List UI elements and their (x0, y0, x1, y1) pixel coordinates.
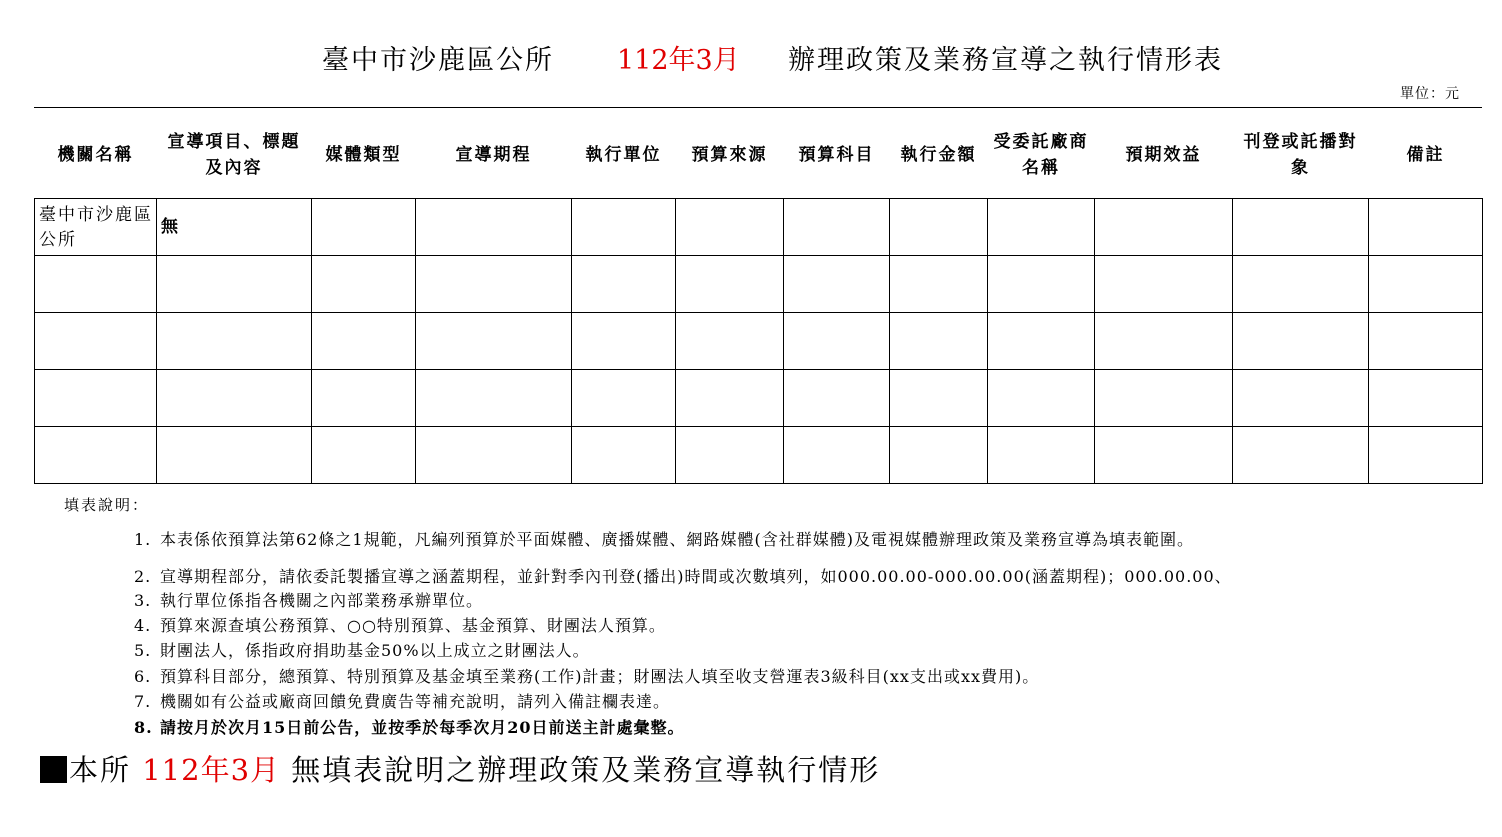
table-cell (1095, 313, 1233, 370)
table-cell (312, 427, 416, 484)
table-cell (1233, 313, 1369, 370)
note-item (134, 564, 1232, 587)
note-item (134, 613, 666, 636)
note-text: 財團法人，係指政府捐助基金50%以上成立之財團法人。 (160, 641, 590, 660)
table-cell (416, 313, 572, 370)
note-item (134, 689, 670, 712)
table-row (35, 427, 1483, 484)
table-cell (676, 427, 784, 484)
document-title (0, 38, 1502, 78)
note-text: 預算來源查填公務預算、○○特別預算、基金預算、財團法人預算。 (160, 616, 666, 635)
title-organization: 臺中市沙鹿區公所 (322, 45, 554, 76)
table-cell (890, 313, 988, 370)
table-cell (890, 370, 988, 427)
table-cell (157, 313, 312, 370)
table-cell (988, 427, 1095, 484)
table-cell (988, 370, 1095, 427)
table-cell (1095, 256, 1233, 313)
header-divider (34, 107, 1482, 108)
table-cell (890, 427, 988, 484)
note-number: 5. (134, 641, 152, 660)
table-cell (312, 370, 416, 427)
header-expected-benefit: 預期效益 (1125, 145, 1202, 165)
table-header-row (35, 112, 1483, 199)
title-form-name: 辦理政策及業務宣導之執行情形表 (788, 45, 1223, 76)
table-cell (1095, 427, 1233, 484)
table-cell (1369, 313, 1483, 370)
table-cell: 臺中市沙鹿區公所 (35, 199, 157, 256)
header-media-type: 媒體類型 (325, 145, 402, 165)
table-cell (988, 199, 1095, 256)
unit-label: 單位：元 (1400, 86, 1460, 102)
note-item (134, 527, 1194, 550)
table-cell (312, 313, 416, 370)
table-cell (1369, 256, 1483, 313)
table-cell (35, 313, 157, 370)
header-remarks: 備註 (1406, 145, 1445, 165)
summary-date: 112年3月 (142, 753, 281, 787)
table-cell (1233, 199, 1369, 256)
note-number: 3. (134, 591, 152, 610)
note-text: 執行單位係指各機關之內部業務承辦單位。 (160, 591, 484, 610)
table-cell (35, 427, 157, 484)
table-cell (312, 199, 416, 256)
summary-text: 無填表說明之辦理政策及業務宣導執行情形 (291, 753, 881, 787)
table-cell (572, 199, 676, 256)
table-cell (784, 313, 890, 370)
header-agency-name: 機關名稱 (57, 145, 134, 165)
table-cell (890, 256, 988, 313)
black-square-icon (40, 756, 67, 783)
note-number: 8. (134, 718, 153, 737)
table-cell (988, 313, 1095, 370)
note-text: 本表係依預算法第62條之1規範，凡編列預算於平面媒體、廣播媒體、網路媒體(含社群媒體)及電視媒體辦理政策及業務宣導為填表範圍。 (160, 530, 1195, 549)
table-cell (1095, 370, 1233, 427)
table-cell (784, 256, 890, 313)
header-budget-source: 預算來源 (691, 145, 768, 165)
table-cell (157, 370, 312, 427)
table-cell (676, 256, 784, 313)
header-budget-subject: 預算科目 (798, 145, 875, 165)
table-cell (676, 313, 784, 370)
execution-table (34, 112, 1483, 484)
note-text: 請按月於次月15日前公告，並按季於每季次月20日前送主計處彙整。 (160, 718, 685, 737)
table-cell (312, 256, 416, 313)
header-executed-amount: 執行金額 (900, 145, 977, 165)
table-cell (1369, 427, 1483, 484)
note-number: 6. (134, 667, 152, 686)
header-campaign-period: 宣導期程 (455, 145, 532, 165)
table-cell (1095, 199, 1233, 256)
table-cell (1369, 199, 1483, 256)
note-text: 宣導期程部分，請依委託製播宣導之涵蓋期程，並針對季內刊登(播出)時間或次數填列，如000.00.00-000.00.00(涵蓋期程)；000.00.00、 (160, 567, 1232, 586)
table-cell: 無 (157, 199, 312, 256)
table-row (35, 199, 1483, 256)
table-cell (988, 256, 1095, 313)
note-item (134, 588, 483, 611)
note-item (134, 638, 590, 661)
table-cell (890, 199, 988, 256)
table-cell (676, 370, 784, 427)
table-cell (572, 313, 676, 370)
table-cell (784, 370, 890, 427)
note-text: 機關如有公益或廠商回饋免費廣告等補充說明，請列入備註欄表達。 (160, 692, 671, 711)
table-cell (416, 370, 572, 427)
table-cell (1233, 370, 1369, 427)
table-cell (157, 427, 312, 484)
summary-statement (40, 748, 880, 789)
table-cell (416, 256, 572, 313)
note-number: 7. (134, 692, 152, 711)
table-row (35, 256, 1483, 313)
table-cell (416, 427, 572, 484)
table-cell (1233, 256, 1369, 313)
note-number: 2. (134, 567, 152, 586)
table-cell (572, 427, 676, 484)
note-number: 1. (134, 530, 152, 549)
notes-title: 填表說明： (64, 496, 150, 514)
header-target-audience: 刊登或託播對象 (1243, 132, 1358, 178)
table-cell (572, 256, 676, 313)
table-cell (1369, 370, 1483, 427)
header-contractor-name: 受委託廠商名稱 (993, 132, 1089, 178)
note-number: 4. (134, 616, 152, 635)
title-date: 112年3月 (617, 45, 740, 76)
table-cell (784, 199, 890, 256)
table-row (35, 370, 1483, 427)
table-row (35, 313, 1483, 370)
table-cell (35, 256, 157, 313)
note-text: 預算科目部分，總預算、特別預算及基金填至業務(工作)計畫；財團法人填至收支營運表3級科目(xx支出或xx費用)。 (160, 667, 1040, 686)
note-item (134, 664, 1039, 687)
table-cell (676, 199, 784, 256)
summary-prefix: 本所 (69, 753, 132, 787)
table-cell (572, 370, 676, 427)
header-campaign-item: 宣導項目、標題及內容 (167, 132, 301, 178)
table-cell (784, 427, 890, 484)
header-executing-unit: 執行單位 (585, 145, 662, 165)
table-cell (416, 199, 572, 256)
table-cell (35, 370, 157, 427)
table-cell (157, 256, 312, 313)
note-item (134, 715, 685, 738)
table-cell (1233, 427, 1369, 484)
